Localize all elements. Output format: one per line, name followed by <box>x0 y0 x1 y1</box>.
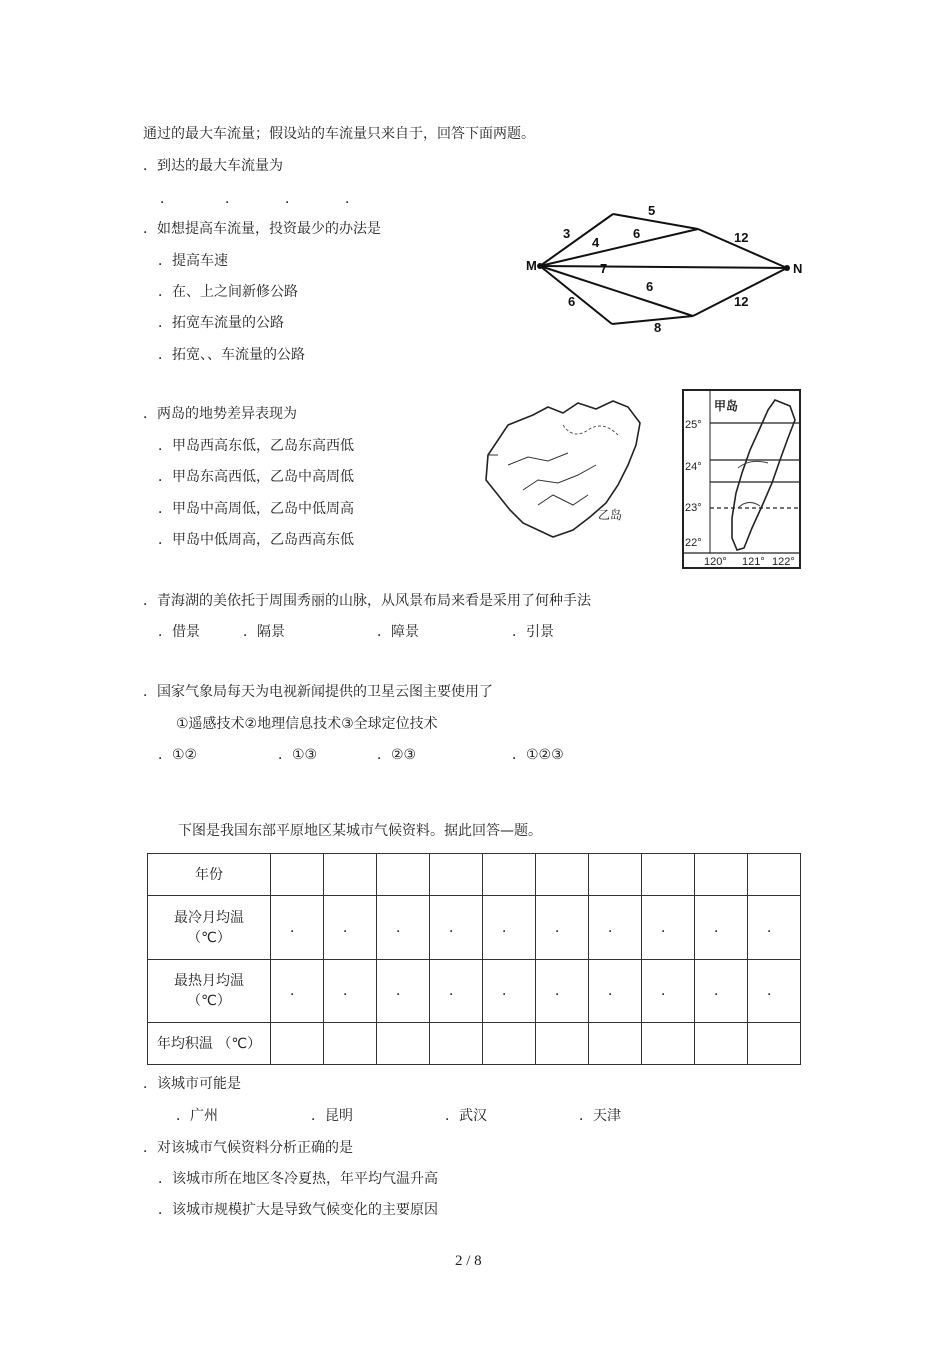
option-b: ．该城市规模扩大是导致气候变化的主要原因 <box>158 1202 438 1218</box>
question-stem: ．两岛的地势差异表现为 <box>143 406 297 422</box>
option-a: ．甲岛西高东低，乙岛东高西低 <box>158 438 354 454</box>
option-b: ． <box>225 191 239 207</box>
table-row <box>148 1023 801 1065</box>
lon-label: 121° <box>742 556 765 568</box>
table-cell <box>589 854 642 896</box>
lat-label: 22° <box>685 537 702 549</box>
edge-label: 6 <box>646 279 654 294</box>
table-cell: ． <box>695 896 748 960</box>
table-cell <box>483 1023 536 1065</box>
edge-label: 8 <box>654 320 662 335</box>
island-yi-map <box>478 395 653 545</box>
table-cell: ． <box>748 960 801 1023</box>
edge-label: 5 <box>648 203 656 218</box>
table-cell: ． <box>483 896 536 960</box>
option-a: ． <box>160 191 174 207</box>
option-d: ．天津 <box>579 1108 621 1124</box>
table-cell <box>430 1023 483 1065</box>
climate-intro: 下图是我国东部平原地区某城市气候资料。据此回答—题。 <box>178 823 542 839</box>
table-cell: ． <box>377 896 430 960</box>
edge-label: 6 <box>568 294 576 309</box>
option-c: ．武汉 <box>445 1108 487 1124</box>
edge-label: 7 <box>600 261 608 276</box>
edge-label: 12 <box>734 230 749 245</box>
row-header: 最热月均温 （℃） <box>148 960 271 1023</box>
edge-label: 6 <box>633 226 641 241</box>
intro-line: 通过的最大车流量；假设站的车流量只来自于，回答下面两题。 <box>143 126 535 142</box>
island-jia-map <box>680 388 804 572</box>
option-c: ．障景 <box>377 624 419 640</box>
question-stem: ．该城市可能是 <box>143 1076 241 1092</box>
edge-label: 3 <box>563 226 571 241</box>
option-b: ．甲岛东高西低，乙岛中高周低 <box>158 469 354 485</box>
table-cell: ． <box>483 960 536 1023</box>
question-stem: ．青海湖的美依托于周围秀丽的山脉，从风景布局来看是采用了何种手法 <box>143 593 591 609</box>
table-cell <box>695 854 748 896</box>
table-cell <box>642 854 695 896</box>
table-cell <box>536 1023 589 1065</box>
table-cell <box>589 1023 642 1065</box>
table-cell: ． <box>642 960 695 1023</box>
option-d: ．拓宽、、车流量的公路 <box>158 347 305 363</box>
table-cell <box>324 854 377 896</box>
option-a: ．①② <box>158 747 198 763</box>
table-cell: ． <box>536 896 589 960</box>
option-a: ．广州 <box>176 1108 218 1124</box>
question-stem: ．对该城市气候资料分析正确的是 <box>143 1140 353 1156</box>
table-row <box>148 854 801 896</box>
lat-label: 24° <box>685 461 702 473</box>
table-cell <box>483 854 536 896</box>
table-cell: ． <box>430 896 483 960</box>
table-cell <box>695 1023 748 1065</box>
table-cell: ． <box>271 960 324 1023</box>
row-header: 最冷月均温 （℃） <box>148 896 271 960</box>
option-b: ．隔景 <box>243 624 285 640</box>
option-b: ．①③ <box>278 747 318 763</box>
table-cell <box>642 1023 695 1065</box>
table-cell <box>271 854 324 896</box>
option-d: ．①②③ <box>512 747 564 763</box>
island-yi-label: 乙岛 <box>598 508 623 522</box>
table-cell <box>377 1023 430 1065</box>
island-jia-label: 甲岛 <box>714 399 739 413</box>
table-cell <box>748 854 801 896</box>
table-cell: ． <box>589 896 642 960</box>
option-a: ．借景 <box>158 624 200 640</box>
lon-label: 122° <box>772 556 795 568</box>
option-d: ． <box>345 191 359 207</box>
option-b: ．昆明 <box>311 1108 353 1124</box>
option-d: ．甲岛中低周高，乙岛西高东低 <box>158 532 354 548</box>
edge-label: 12 <box>734 294 749 309</box>
option-a: ．提高车速 <box>158 253 228 269</box>
table-cell: ． <box>271 896 324 960</box>
table-cell: ． <box>589 960 642 1023</box>
option-c: ．②③ <box>377 747 417 763</box>
table-cell <box>271 1023 324 1065</box>
question-sub: ①遥感技术②地理信息技术③全球定位技术 <box>176 716 438 732</box>
node-m-label: M <box>526 258 537 273</box>
lat-label: 23° <box>685 502 702 514</box>
table-cell: ． <box>748 896 801 960</box>
option-a: ．该城市所在地区冬冷夏热，年平均气温升高 <box>158 1171 438 1187</box>
page-number: 2 / 8 <box>455 1253 482 1269</box>
question-stem: ．到达的最大车流量为 <box>143 158 283 174</box>
climate-table <box>147 853 801 1065</box>
table-cell: ． <box>642 896 695 960</box>
table-cell: ． <box>324 896 377 960</box>
table-cell <box>748 1023 801 1065</box>
table-cell <box>536 854 589 896</box>
road-network-diagram <box>520 198 810 338</box>
table-row <box>148 896 801 960</box>
table-cell <box>377 854 430 896</box>
option-b: ．在、上之间新修公路 <box>158 284 298 300</box>
row-header: 年份 <box>148 854 271 896</box>
table-row <box>148 960 801 1023</box>
table-cell: ． <box>430 960 483 1023</box>
option-d: ．引景 <box>512 624 554 640</box>
table-cell <box>430 854 483 896</box>
table-cell <box>324 1023 377 1065</box>
option-c: ． <box>285 191 299 207</box>
edge-label: 4 <box>592 235 600 250</box>
option-c: ．甲岛中高周低，乙岛中低周高 <box>158 501 354 517</box>
lat-label: 25° <box>685 419 702 431</box>
lon-label: 120° <box>704 556 727 568</box>
node-n-label: N <box>793 261 803 276</box>
table-cell: ． <box>695 960 748 1023</box>
question-stem: ．如想提高车流量，投资最少的办法是 <box>143 221 381 237</box>
table-cell: ． <box>377 960 430 1023</box>
question-stem: ．国家气象局每天为电视新闻提供的卫星云图主要使用了 <box>143 684 493 700</box>
table-cell: ． <box>536 960 589 1023</box>
row-header: 年均积温 （℃） <box>148 1023 271 1065</box>
option-c: ．拓宽车流量的公路 <box>158 315 284 331</box>
table-cell: ． <box>324 960 377 1023</box>
